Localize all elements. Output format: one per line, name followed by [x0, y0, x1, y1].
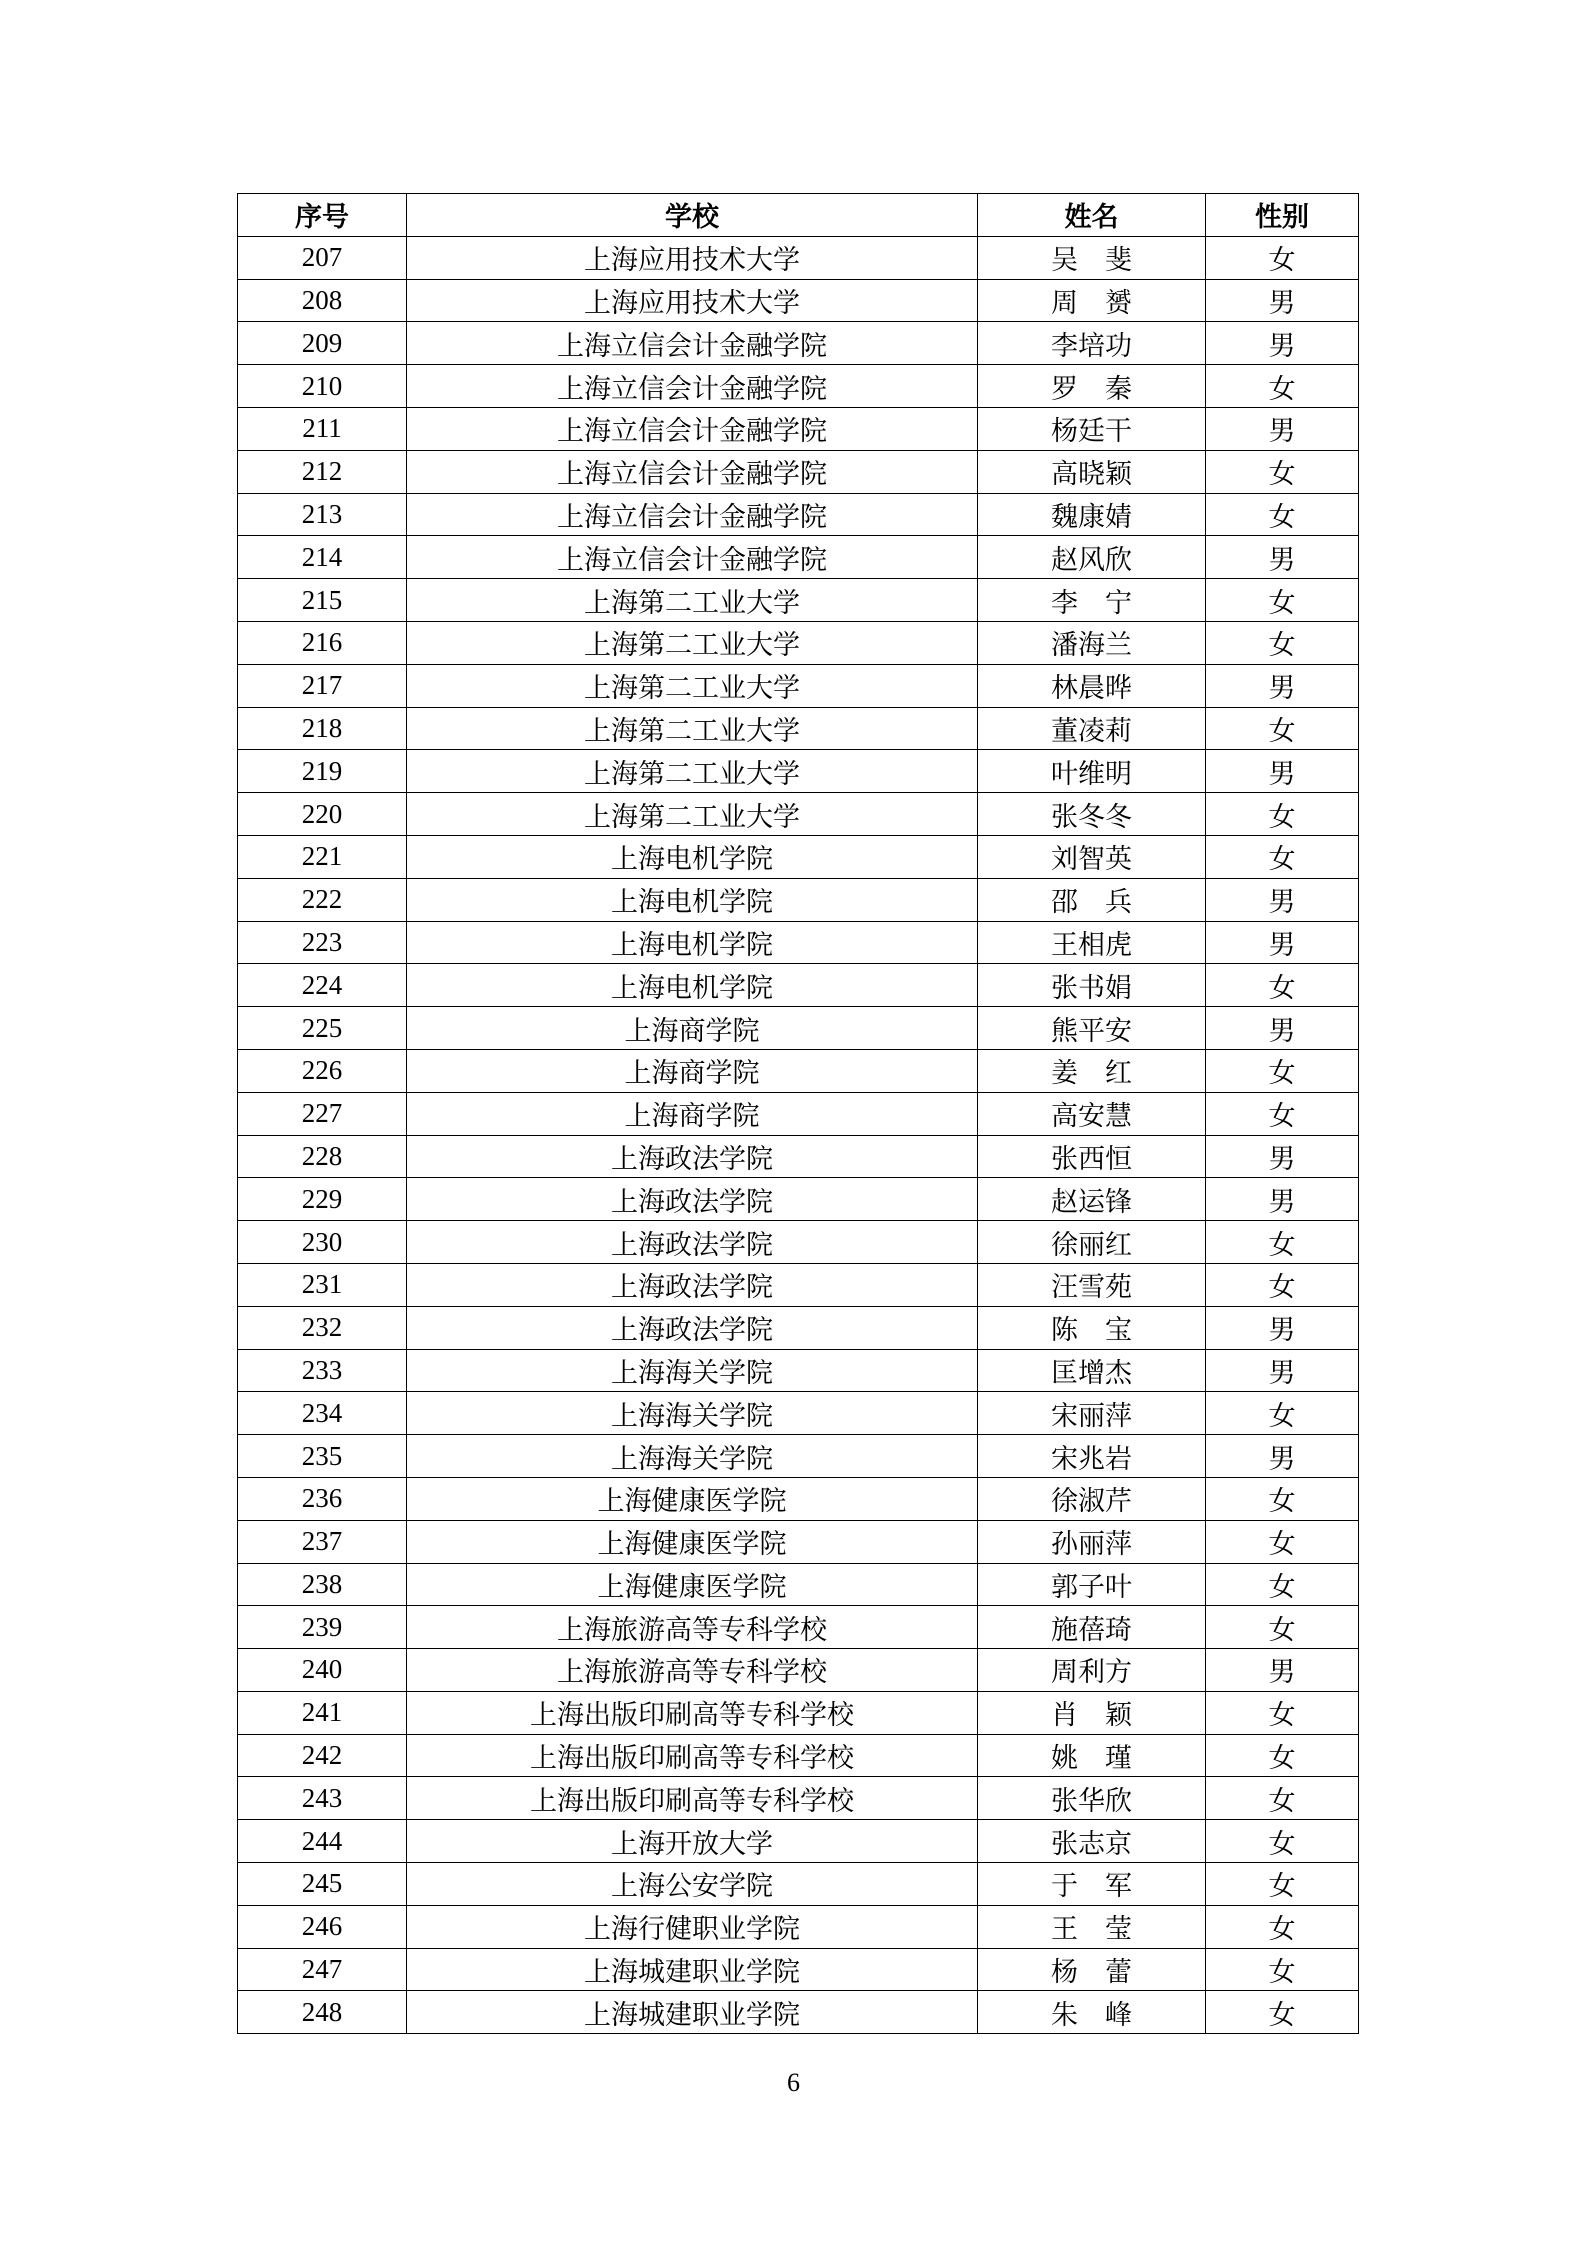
table-row — [238, 1520, 1359, 1563]
cell-school: 上海健康医学院 — [407, 1563, 978, 1606]
cell-school: 上海立信会计金融学院 — [407, 450, 978, 493]
cell-name: 于 军 — [978, 1863, 1206, 1906]
table-header-row — [238, 194, 1359, 237]
cell-gender: 男 — [1206, 1306, 1359, 1349]
table-row — [238, 1905, 1359, 1948]
cell-index: 237 — [238, 1520, 407, 1563]
cell-gender: 女 — [1206, 1092, 1359, 1135]
cell-gender: 女 — [1206, 1991, 1359, 2034]
cell-gender: 男 — [1206, 536, 1359, 579]
table-row — [238, 1863, 1359, 1906]
cell-school: 上海政法学院 — [407, 1221, 978, 1264]
cell-name: 董凌莉 — [978, 707, 1206, 750]
cell-school: 上海出版印刷高等专科学校 — [407, 1691, 978, 1734]
cell-school: 上海政法学院 — [407, 1306, 978, 1349]
cell-school: 上海商学院 — [407, 1007, 978, 1050]
cell-school: 上海政法学院 — [407, 1178, 978, 1221]
table-row — [238, 1477, 1359, 1520]
cell-name: 高安慧 — [978, 1092, 1206, 1135]
cell-school: 上海出版印刷高等专科学校 — [407, 1777, 978, 1820]
table-row — [238, 1734, 1359, 1777]
cell-name: 张西恒 — [978, 1135, 1206, 1178]
cell-gender: 女 — [1206, 835, 1359, 878]
cell-name: 徐淑芹 — [978, 1477, 1206, 1520]
table-row — [238, 1135, 1359, 1178]
cell-gender: 女 — [1206, 1734, 1359, 1777]
cell-gender: 女 — [1206, 365, 1359, 408]
cell-index: 218 — [238, 707, 407, 750]
cell-school: 上海应用技术大学 — [407, 279, 978, 322]
cell-name: 姜 红 — [978, 1049, 1206, 1092]
cell-index: 211 — [238, 407, 407, 450]
cell-name: 魏康婧 — [978, 493, 1206, 536]
cell-name: 罗 秦 — [978, 365, 1206, 408]
cell-school: 上海第二工业大学 — [407, 707, 978, 750]
table-row — [238, 621, 1359, 664]
cell-gender: 女 — [1206, 1049, 1359, 1092]
cell-gender: 女 — [1206, 1263, 1359, 1306]
cell-name: 邵 兵 — [978, 878, 1206, 921]
table-row — [238, 1777, 1359, 1820]
table-row — [238, 1435, 1359, 1478]
cell-name: 熊平安 — [978, 1007, 1206, 1050]
cell-index: 214 — [238, 536, 407, 579]
cell-index: 231 — [238, 1263, 407, 1306]
cell-gender: 女 — [1206, 1905, 1359, 1948]
cell-school: 上海电机学院 — [407, 878, 978, 921]
cell-index: 221 — [238, 835, 407, 878]
cell-school: 上海立信会计金融学院 — [407, 536, 978, 579]
table-row — [238, 964, 1359, 1007]
cell-school: 上海电机学院 — [407, 921, 978, 964]
cell-name: 王相虎 — [978, 921, 1206, 964]
cell-name: 张华欣 — [978, 1777, 1206, 1820]
cell-name: 王 莹 — [978, 1905, 1206, 1948]
cell-index: 233 — [238, 1349, 407, 1392]
table-row — [238, 1221, 1359, 1264]
cell-gender: 女 — [1206, 450, 1359, 493]
cell-name: 林晨晔 — [978, 664, 1206, 707]
table-row — [238, 707, 1359, 750]
table-row — [238, 1649, 1359, 1692]
cell-index: 228 — [238, 1135, 407, 1178]
cell-name: 周利方 — [978, 1649, 1206, 1692]
cell-index: 246 — [238, 1905, 407, 1948]
cell-gender: 女 — [1206, 579, 1359, 622]
cell-name: 周 赟 — [978, 279, 1206, 322]
cell-school: 上海立信会计金融学院 — [407, 322, 978, 365]
cell-gender: 女 — [1206, 793, 1359, 836]
cell-gender: 男 — [1206, 1007, 1359, 1050]
cell-name: 孙丽萍 — [978, 1520, 1206, 1563]
cell-name: 张志京 — [978, 1820, 1206, 1863]
table-row — [238, 1991, 1359, 2034]
table-row — [238, 921, 1359, 964]
cell-gender: 女 — [1206, 1392, 1359, 1435]
table-row — [238, 407, 1359, 450]
table-row — [238, 536, 1359, 579]
table-body — [238, 236, 1359, 2033]
cell-school: 上海海关学院 — [407, 1349, 978, 1392]
cell-name: 汪雪苑 — [978, 1263, 1206, 1306]
table-row — [238, 236, 1359, 279]
cell-gender: 男 — [1206, 1135, 1359, 1178]
cell-index: 223 — [238, 921, 407, 964]
table-row — [238, 664, 1359, 707]
cell-name: 赵运锋 — [978, 1178, 1206, 1221]
cell-school: 上海商学院 — [407, 1049, 978, 1092]
cell-index: 242 — [238, 1734, 407, 1777]
cell-name: 肖 颖 — [978, 1691, 1206, 1734]
cell-school: 上海健康医学院 — [407, 1477, 978, 1520]
cell-gender: 男 — [1206, 279, 1359, 322]
cell-name: 宋兆岩 — [978, 1435, 1206, 1478]
cell-school: 上海政法学院 — [407, 1135, 978, 1178]
roster-table — [237, 193, 1359, 2034]
cell-index: 226 — [238, 1049, 407, 1092]
cell-gender: 男 — [1206, 1178, 1359, 1221]
page-number: 6 — [787, 2068, 800, 2097]
cell-index: 217 — [238, 664, 407, 707]
cell-school: 上海商学院 — [407, 1092, 978, 1135]
cell-index: 213 — [238, 493, 407, 536]
cell-gender: 女 — [1206, 1221, 1359, 1264]
cell-school: 上海海关学院 — [407, 1435, 978, 1478]
cell-gender: 男 — [1206, 878, 1359, 921]
cell-name: 姚 瑾 — [978, 1734, 1206, 1777]
cell-school: 上海健康医学院 — [407, 1520, 978, 1563]
cell-index: 220 — [238, 793, 407, 836]
cell-school: 上海城建职业学院 — [407, 1948, 978, 1991]
cell-gender: 男 — [1206, 921, 1359, 964]
cell-index: 234 — [238, 1392, 407, 1435]
cell-index: 245 — [238, 1863, 407, 1906]
cell-index: 230 — [238, 1221, 407, 1264]
cell-index: 241 — [238, 1691, 407, 1734]
cell-gender: 女 — [1206, 236, 1359, 279]
cell-gender: 男 — [1206, 750, 1359, 793]
cell-name: 施蓓琦 — [978, 1606, 1206, 1649]
cell-school: 上海出版印刷高等专科学校 — [407, 1734, 978, 1777]
cell-name: 徐丽红 — [978, 1221, 1206, 1264]
cell-gender: 男 — [1206, 407, 1359, 450]
cell-index: 235 — [238, 1435, 407, 1478]
cell-name: 陈 宝 — [978, 1306, 1206, 1349]
cell-index: 238 — [238, 1563, 407, 1606]
cell-gender: 女 — [1206, 1563, 1359, 1606]
cell-gender: 女 — [1206, 493, 1359, 536]
cell-gender: 女 — [1206, 1948, 1359, 1991]
cell-name: 刘智英 — [978, 835, 1206, 878]
table-row — [238, 793, 1359, 836]
table-row — [238, 1392, 1359, 1435]
cell-index: 210 — [238, 365, 407, 408]
cell-school: 上海第二工业大学 — [407, 664, 978, 707]
cell-index: 222 — [238, 878, 407, 921]
cell-name: 赵风欣 — [978, 536, 1206, 579]
cell-index: 207 — [238, 236, 407, 279]
cell-name: 吴 斐 — [978, 236, 1206, 279]
cell-school: 上海旅游高等专科学校 — [407, 1649, 978, 1692]
cell-name: 张书娟 — [978, 964, 1206, 1007]
cell-gender: 女 — [1206, 707, 1359, 750]
cell-name: 潘海兰 — [978, 621, 1206, 664]
cell-school: 上海立信会计金融学院 — [407, 365, 978, 408]
cell-school: 上海公安学院 — [407, 1863, 978, 1906]
cell-school: 上海城建职业学院 — [407, 1991, 978, 2034]
cell-school: 上海政法学院 — [407, 1263, 978, 1306]
cell-index: 212 — [238, 450, 407, 493]
cell-index: 229 — [238, 1178, 407, 1221]
cell-name: 宋丽萍 — [978, 1392, 1206, 1435]
table-row — [238, 1563, 1359, 1606]
cell-index: 224 — [238, 964, 407, 1007]
cell-index: 239 — [238, 1606, 407, 1649]
cell-index: 240 — [238, 1649, 407, 1692]
cell-school: 上海第二工业大学 — [407, 750, 978, 793]
cell-index: 209 — [238, 322, 407, 365]
table-row — [238, 365, 1359, 408]
table-row — [238, 1691, 1359, 1734]
header-name: 姓名 — [978, 194, 1206, 237]
table-row — [238, 450, 1359, 493]
cell-index: 215 — [238, 579, 407, 622]
cell-index: 227 — [238, 1092, 407, 1135]
cell-gender: 男 — [1206, 1435, 1359, 1478]
table-row — [238, 579, 1359, 622]
cell-gender: 男 — [1206, 1349, 1359, 1392]
cell-name: 李培功 — [978, 322, 1206, 365]
cell-gender: 女 — [1206, 1820, 1359, 1863]
cell-name: 高晓颖 — [978, 450, 1206, 493]
cell-index: 247 — [238, 1948, 407, 1991]
cell-index: 208 — [238, 279, 407, 322]
cell-school: 上海开放大学 — [407, 1820, 978, 1863]
table-row — [238, 878, 1359, 921]
cell-index: 248 — [238, 1991, 407, 2034]
cell-name: 叶维明 — [978, 750, 1206, 793]
cell-school: 上海行健职业学院 — [407, 1905, 978, 1948]
cell-index: 243 — [238, 1777, 407, 1820]
cell-gender: 男 — [1206, 664, 1359, 707]
cell-gender: 女 — [1206, 1691, 1359, 1734]
header-school: 学校 — [407, 194, 978, 237]
cell-gender: 女 — [1206, 1520, 1359, 1563]
table-row — [238, 1349, 1359, 1392]
cell-school: 上海第二工业大学 — [407, 793, 978, 836]
cell-index: 244 — [238, 1820, 407, 1863]
cell-school: 上海立信会计金融学院 — [407, 493, 978, 536]
table-row — [238, 1007, 1359, 1050]
cell-school: 上海第二工业大学 — [407, 579, 978, 622]
table-row — [238, 1049, 1359, 1092]
table-row — [238, 322, 1359, 365]
table-row — [238, 493, 1359, 536]
table-row — [238, 1820, 1359, 1863]
cell-gender: 女 — [1206, 1777, 1359, 1820]
table-row — [238, 835, 1359, 878]
cell-school: 上海电机学院 — [407, 964, 978, 1007]
cell-school: 上海第二工业大学 — [407, 621, 978, 664]
cell-gender: 女 — [1206, 621, 1359, 664]
cell-gender: 女 — [1206, 964, 1359, 1007]
table-row — [238, 1948, 1359, 1991]
cell-gender: 男 — [1206, 322, 1359, 365]
cell-name: 杨 蕾 — [978, 1948, 1206, 1991]
table-row — [238, 1092, 1359, 1135]
cell-name: 杨廷干 — [978, 407, 1206, 450]
table-row — [238, 1178, 1359, 1221]
table-row — [238, 1606, 1359, 1649]
cell-index: 216 — [238, 621, 407, 664]
table-row — [238, 1306, 1359, 1349]
cell-name: 匡增杰 — [978, 1349, 1206, 1392]
cell-name: 朱 峰 — [978, 1991, 1206, 2034]
table-row — [238, 279, 1359, 322]
cell-gender: 女 — [1206, 1606, 1359, 1649]
table-row — [238, 750, 1359, 793]
cell-index: 236 — [238, 1477, 407, 1520]
table-row — [238, 1263, 1359, 1306]
cell-index: 219 — [238, 750, 407, 793]
cell-name: 张冬冬 — [978, 793, 1206, 836]
cell-gender: 女 — [1206, 1477, 1359, 1520]
cell-school: 上海电机学院 — [407, 835, 978, 878]
cell-school: 上海应用技术大学 — [407, 236, 978, 279]
cell-name: 郭子叶 — [978, 1563, 1206, 1606]
cell-school: 上海海关学院 — [407, 1392, 978, 1435]
header-index: 序号 — [238, 194, 407, 237]
cell-gender: 女 — [1206, 1863, 1359, 1906]
cell-school: 上海旅游高等专科学校 — [407, 1606, 978, 1649]
cell-index: 225 — [238, 1007, 407, 1050]
header-gender: 性别 — [1206, 194, 1359, 237]
cell-name: 李 宁 — [978, 579, 1206, 622]
cell-gender: 男 — [1206, 1649, 1359, 1692]
cell-index: 232 — [238, 1306, 407, 1349]
cell-school: 上海立信会计金融学院 — [407, 407, 978, 450]
